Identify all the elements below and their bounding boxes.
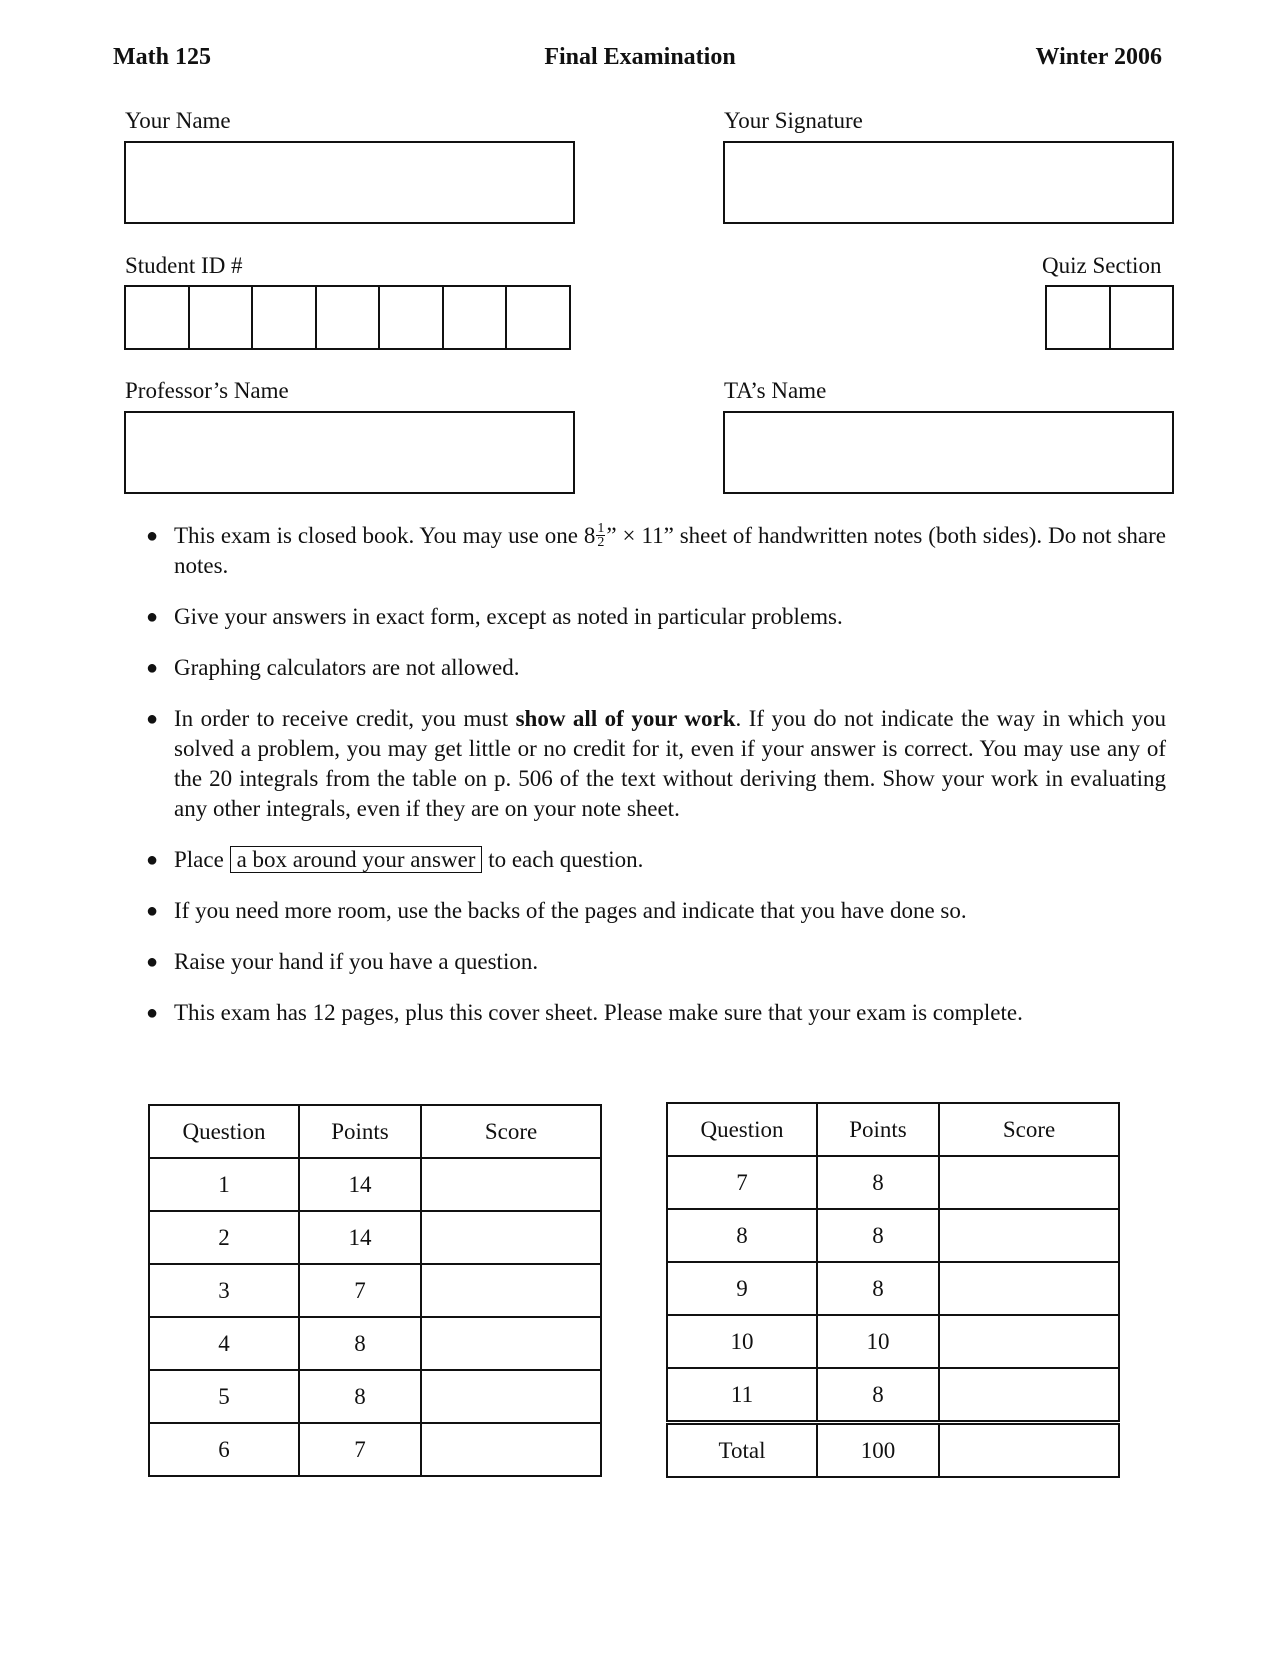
score-cell[interactable] xyxy=(421,1264,601,1317)
header-score: Score xyxy=(939,1103,1119,1156)
name-label: Your Name xyxy=(125,108,231,133)
bullet-icon: ● xyxy=(146,1002,159,1025)
header-points: Points xyxy=(299,1105,421,1158)
name-field[interactable] xyxy=(124,141,575,224)
instruction-item: ● In order to receive credit, you must show all of your work. If you do not indicate the way in which you solved a problem, you may get little or no credit for it, even if your answer is correct. You may use any of the 20 integrals from the table on p. 506 of the text without deriving them. Show your work in evaluating any other integrals, even if they are on your note sheet. xyxy=(146,706,1166,822)
student-id-digit[interactable] xyxy=(380,287,444,348)
table-row: 6 7 xyxy=(149,1423,601,1476)
quiz-section-field xyxy=(1045,285,1174,350)
ta-label: TA’s Name xyxy=(724,378,827,403)
table-row: 9 8 xyxy=(667,1262,1119,1315)
total-row xyxy=(667,1423,1119,1478)
table-row: 4 8 xyxy=(149,1317,601,1370)
table-row: 10 10 xyxy=(667,1315,1119,1368)
table-row: 3 7 xyxy=(149,1264,601,1317)
score-table-right xyxy=(666,1102,1120,1478)
score-cell[interactable] xyxy=(421,1211,601,1264)
score-cell[interactable] xyxy=(421,1423,601,1476)
instruction-item: ● This exam is closed book. You may use one 8 $\frac{1}{2}$ ” × 11” sheet of handwritten notes (both sides). Do not share notes. xyxy=(146,521,1167,579)
student-id-digit[interactable] xyxy=(317,287,381,348)
score-cell[interactable] xyxy=(421,1158,601,1211)
table-row: 5 8 xyxy=(149,1370,601,1423)
score-cell[interactable] xyxy=(939,1315,1119,1368)
score-cell[interactable] xyxy=(939,1368,1119,1423)
student-id-digit[interactable] xyxy=(126,287,190,348)
score-cell[interactable] xyxy=(421,1317,601,1370)
signature-label: Your Signature xyxy=(724,108,863,133)
professor-label: Professor’s Name xyxy=(125,378,289,403)
course-title: Math 125 xyxy=(113,44,211,70)
score-cell[interactable] xyxy=(939,1209,1119,1262)
table-row: 7 8 xyxy=(667,1156,1119,1209)
bullet-icon: ● xyxy=(146,606,159,629)
total-label: Total xyxy=(667,1423,817,1478)
bullet-icon: ● xyxy=(146,900,159,923)
signature-field[interactable] xyxy=(723,141,1174,224)
header-points: Points xyxy=(817,1103,939,1156)
instruction-item: ● This exam has 12 pages, plus this cover sheet. Please make sure that your exam is complete. xyxy=(146,998,1166,1028)
quiz-section-char[interactable] xyxy=(1111,287,1173,348)
emphasis-text: show all of your work xyxy=(515,706,736,732)
header-score: Score xyxy=(421,1105,601,1158)
student-id-digit[interactable] xyxy=(190,287,254,348)
instruction-item: ● Place a box around your answer to each question. xyxy=(146,845,1166,875)
exam-title: Final Examination xyxy=(544,44,736,70)
student-id-digit[interactable] xyxy=(507,287,569,348)
bullet-icon: ● xyxy=(146,657,159,680)
bullet-icon: ● xyxy=(146,951,159,974)
quiz-section-label: Quiz Section xyxy=(1042,253,1162,278)
bullet-icon: ● xyxy=(146,849,159,872)
student-id-label: Student ID # xyxy=(125,253,243,278)
header-question: Question xyxy=(149,1105,299,1158)
student-id-field xyxy=(124,285,571,350)
exam-term: Winter 2006 xyxy=(1035,44,1162,70)
score-cell[interactable] xyxy=(421,1370,601,1423)
fraction: $\frac{1}{2}$ xyxy=(597,521,605,551)
score-cell[interactable] xyxy=(939,1262,1119,1315)
boxed-answer-example: a box around your answer xyxy=(230,846,483,873)
table-header-row xyxy=(149,1105,601,1158)
bullet-icon: ● xyxy=(146,525,159,547)
bullet-icon: ● xyxy=(146,708,159,731)
table-row: 8 8 xyxy=(667,1209,1119,1262)
table-row: 11 8 xyxy=(667,1368,1119,1423)
total-points: 100 xyxy=(817,1423,939,1478)
instruction-item: ● Graphing calculators are not allowed. xyxy=(146,653,1166,683)
student-id-digit[interactable] xyxy=(444,287,508,348)
professor-field[interactable] xyxy=(124,411,575,494)
student-id-digit[interactable] xyxy=(253,287,317,348)
table-header-row xyxy=(667,1103,1119,1156)
header-question: Question xyxy=(667,1103,817,1156)
score-cell[interactable] xyxy=(939,1156,1119,1209)
instruction-item: ● Give your answers in exact form, except as noted in particular problems. xyxy=(146,602,1166,632)
instructions-list xyxy=(146,521,1166,1049)
quiz-section-char[interactable] xyxy=(1047,287,1111,348)
ta-field[interactable] xyxy=(723,411,1174,494)
table-row: 1 14 xyxy=(149,1158,601,1211)
score-table-left xyxy=(148,1104,602,1477)
instruction-item: ● If you need more room, use the backs of the pages and indicate that you have done so. xyxy=(146,896,1166,926)
instruction-item: ● Raise your hand if you have a question. xyxy=(146,947,1166,977)
table-row: 2 14 xyxy=(149,1211,601,1264)
total-score-cell[interactable] xyxy=(939,1423,1119,1478)
